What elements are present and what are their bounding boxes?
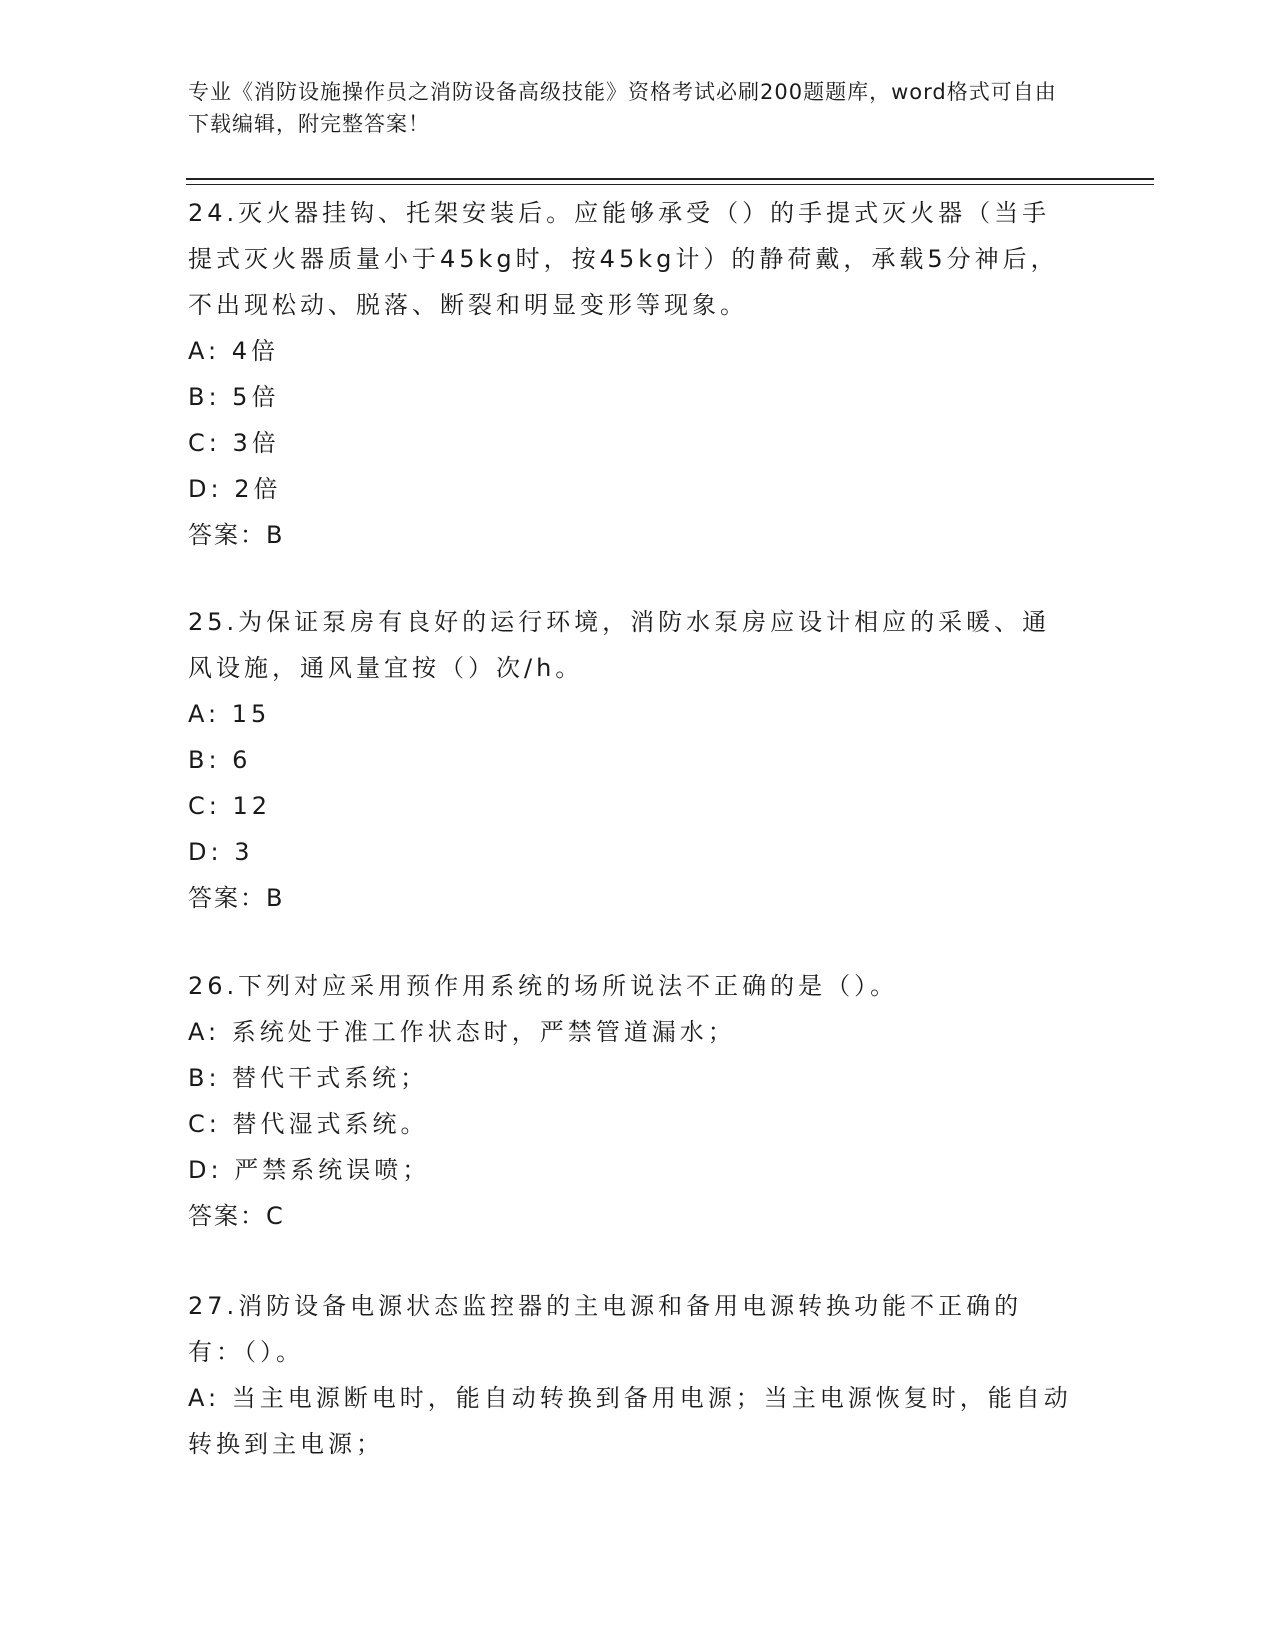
option-b: B: 6: [188, 746, 252, 774]
header-divider-thin: [186, 184, 1154, 185]
question-24: [188, 190, 1078, 558]
option-b: B: 替代干式系统；: [188, 1064, 429, 1092]
option-c: C: 3倍: [188, 429, 280, 457]
question-stem: 27.消防设备电源状态监控器的主电源和备用电源转换功能不正确的有：（）。: [188, 1292, 1023, 1366]
question-25: [188, 599, 1078, 921]
option-a: A: 4倍: [188, 337, 279, 365]
header-divider-thick: [186, 178, 1154, 180]
answer: 答案：C: [188, 1202, 285, 1230]
option-c: C: 替代湿式系统。: [188, 1110, 429, 1138]
option-d: D: 严禁系统误喷；: [188, 1156, 431, 1184]
answer: 答案：B: [188, 884, 285, 912]
option-b: B: 5倍: [188, 383, 280, 411]
option-a: A: 当主电源断电时，能自动转换到备用电源；当主电源恢复时，能自动转换到主电源；: [188, 1384, 1072, 1458]
option-c: C: 12: [188, 792, 272, 820]
question-27: [188, 1283, 1078, 1467]
question-stem: 24.灭火器挂钩、托架安装后。应能够承受（）的手提式灭火器（当手提式灭火器质量小于45kg时，按45kg计）的静荷戴，承载5分神后，不出现松动、脱落、断裂和明显变形等现象。: [188, 199, 1059, 319]
option-d: D: 3: [188, 838, 254, 866]
option-d: D: 2倍: [188, 475, 282, 503]
question-26: [188, 963, 1078, 1239]
question-stem: 26.下列对应采用预作用系统的场所说法不正确的是（）。: [188, 972, 899, 1000]
option-a: A: 系统处于准工作状态时，严禁管道漏水；: [188, 1018, 736, 1046]
answer: 答案：B: [188, 521, 285, 549]
document-header: 专业《消防设施操作员之消防设备高级技能》资格考试必刷200题题库，word格式可自由下载编辑，附完整答案！: [188, 80, 1057, 136]
option-a: A: 15: [188, 700, 271, 728]
question-stem: 25.为保证泵房有良好的运行环境，消防水泵房应设计相应的采暖、通风设施，通风量宜按（）次/h。: [188, 608, 1051, 682]
